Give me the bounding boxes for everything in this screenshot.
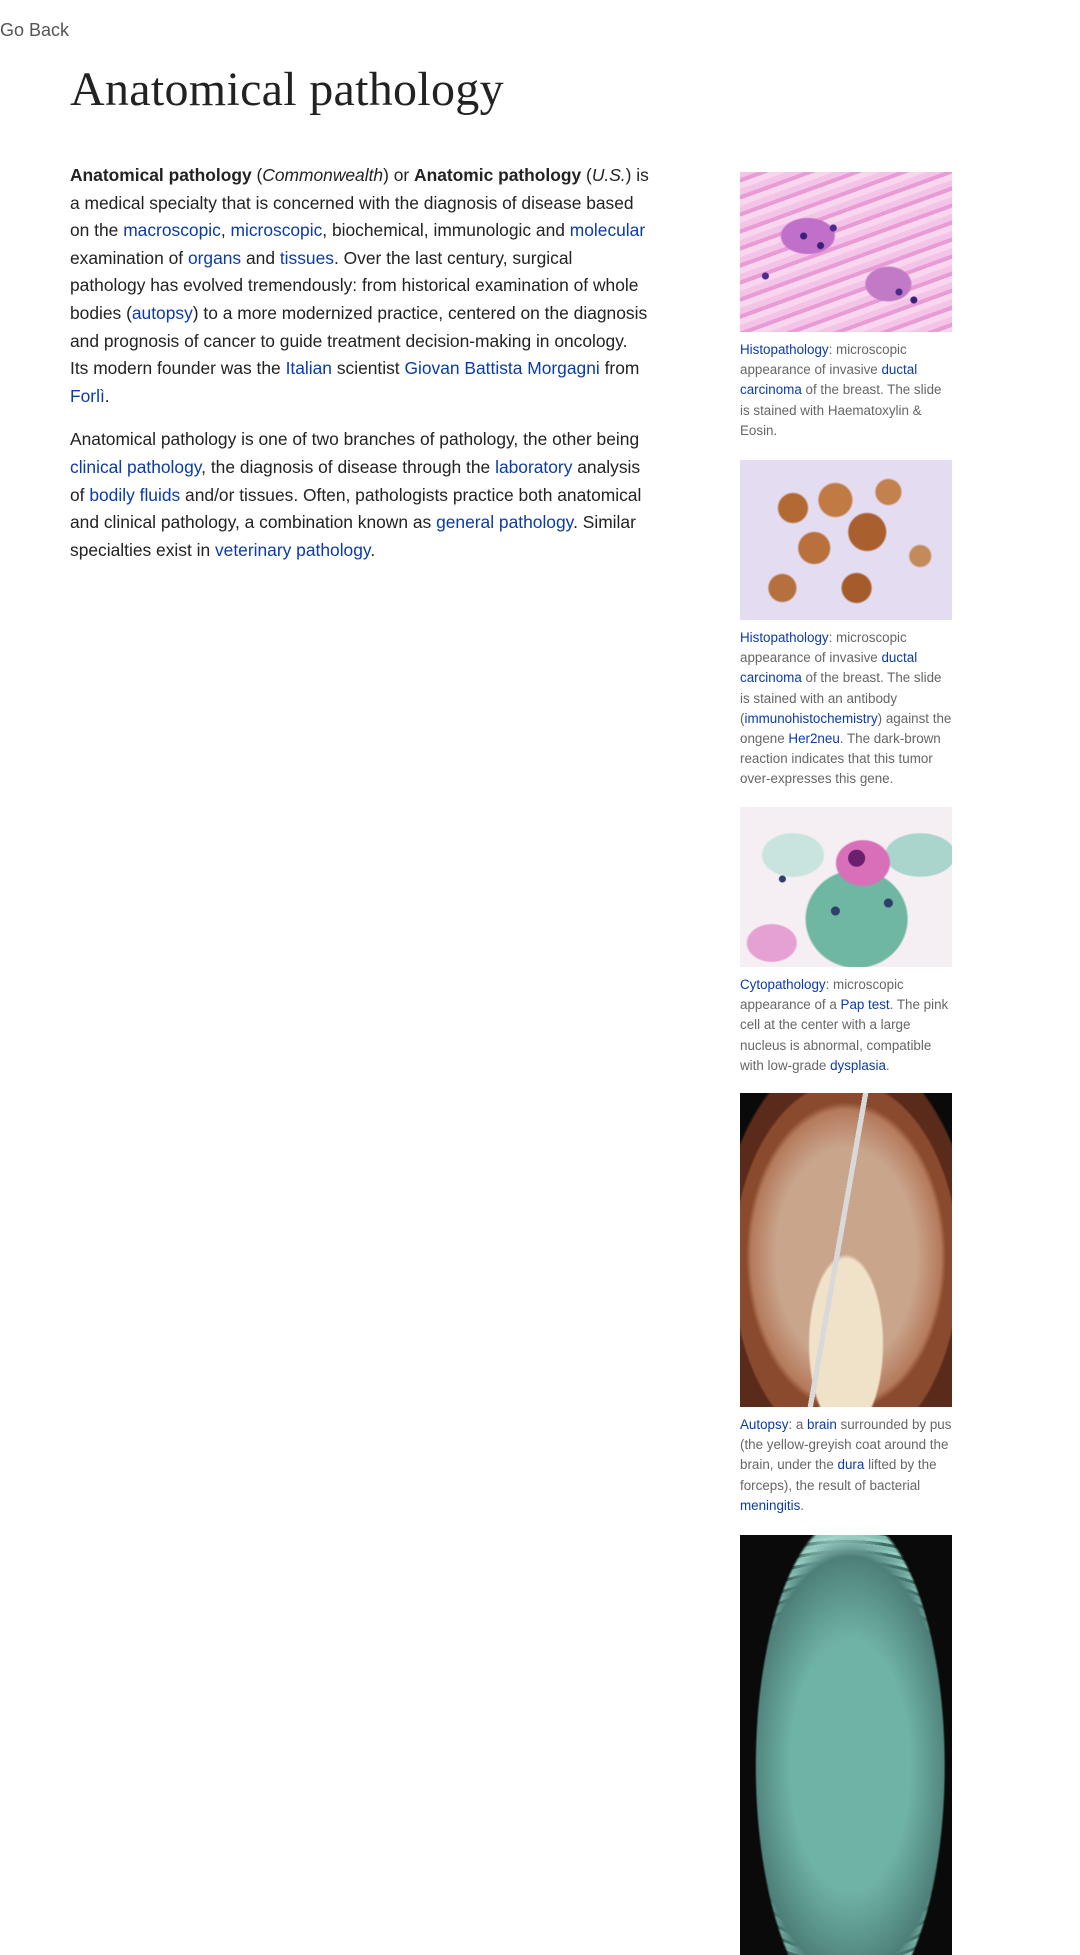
link-molecular[interactable]: molecular [569, 220, 646, 241]
figure-autopsy [740, 1093, 952, 1535]
link-tissues[interactable]: tissues [279, 247, 334, 268]
link-meningitis[interactable]: meningitis [740, 1497, 801, 1513]
ihc-histology-image[interactable] [740, 460, 952, 620]
link-morgagni[interactable]: Giovan Battista Morgagni [404, 358, 600, 379]
link-macroscopic[interactable]: macroscopic [123, 220, 221, 241]
text: from [599, 358, 640, 379]
figure-he [740, 172, 952, 460]
figure-caption [740, 340, 952, 441]
link-autopsy[interactable]: Autopsy [740, 1417, 789, 1432]
link-histopathology[interactable]: Histopathology [740, 342, 829, 357]
link-ductal-carcinoma[interactable]: ductal carcinoma [740, 650, 918, 686]
text: ( [251, 165, 263, 185]
figure-caption [740, 628, 952, 790]
link-organs[interactable]: organs [187, 247, 242, 268]
text: . [104, 385, 110, 406]
text: . The dark-brown reaction indicates that this tumor over-expresses this gene. [740, 731, 941, 787]
brain-autopsy-image[interactable] [740, 1093, 952, 1407]
text: : a [788, 1417, 807, 1432]
lung-specimen-image [740, 1535, 952, 1955]
figure-lung [740, 1535, 952, 1955]
text: examination of [70, 247, 188, 268]
figure-pap [740, 807, 952, 1093]
figure-caption [740, 1415, 952, 1516]
intro-paragraph [70, 162, 650, 410]
link-pap-test[interactable]: Pap test [840, 997, 890, 1013]
text: ) is a medical specialty that is concerned with the diagnosis of disease based on the [70, 165, 649, 241]
term-anatomical: Anatomical pathology [70, 165, 252, 185]
link-forli[interactable]: Forlì [70, 385, 105, 406]
text: and/or tissues. Often, pathologists practice both anatomical and clinical pathology, a combination known as [70, 484, 642, 533]
link-her2neu[interactable]: Her2neu [788, 731, 840, 747]
page-title: Anatomical pathology [70, 63, 504, 116]
text: : microscopic appearance of invasive [740, 630, 907, 666]
link-italian[interactable]: Italian [285, 358, 332, 379]
go-back-link[interactable]: Go Back [0, 20, 70, 40]
text: . [800, 1497, 805, 1513]
text: ) or [383, 165, 415, 185]
text: Anatomical pathology is one of two branches of pathology, the other being [70, 429, 640, 450]
text: ( [581, 165, 592, 185]
text: ) against the ongene [740, 710, 952, 747]
text: . [885, 1057, 890, 1073]
text: . The pink cell at the center with a large nucleus is abnormal, compatible with low-grade [740, 997, 949, 1073]
figure-sidebar [740, 172, 952, 1955]
text: lifted by the forceps), the result of bacterial [740, 1457, 937, 1493]
text: : microscopic appearance of invasive [740, 342, 907, 378]
link-ductal-carcinoma[interactable]: ductal carcinoma [740, 362, 918, 398]
term-commonwealth: Commonwealth [262, 165, 384, 185]
text: ) to a more modernized practice, centered on the diagnosis and prognosis of cancer to guide treatment decision-making in oncology. Its modern founder was the [70, 302, 648, 379]
text: : microscopic appearance of a [740, 977, 904, 1013]
text: of the breast. The slide is stained with an antibody ( [740, 670, 942, 726]
link-histopathology[interactable]: Histopathology [740, 630, 829, 645]
link-brain[interactable]: brain [807, 1417, 837, 1432]
link-autopsy[interactable]: autopsy [131, 302, 193, 323]
branches-paragraph [70, 426, 650, 564]
text: , [220, 220, 231, 241]
text: surrounded by pus (the yellow-greyish coat around the brain, under the [740, 1417, 952, 1473]
link-clinical-pathology[interactable]: clinical pathology [70, 456, 202, 477]
lung-image-frame[interactable] [740, 1535, 952, 1955]
link-cytopathology[interactable]: Cytopathology [740, 977, 826, 992]
text: of the breast. The slide is stained with Haematoxylin & Eosin. [740, 382, 942, 438]
text: and [241, 247, 280, 268]
text: scientist [331, 358, 405, 379]
figure-ihc [740, 460, 952, 807]
term-anatomic: Anatomic pathology [414, 165, 582, 185]
link-laboratory[interactable]: laboratory [495, 456, 573, 477]
link-dura[interactable]: dura [837, 1457, 865, 1473]
text: , biochemical, immunologic and [322, 220, 570, 241]
term-us: U.S. [591, 165, 626, 185]
article-body [70, 162, 650, 580]
text: . Similar specialties exist in [70, 512, 636, 560]
he-histology-image[interactable] [740, 172, 952, 332]
text: . Over the last century, surgical pathology has evolved tremendously: from historical examination of whole bodies ( [70, 247, 639, 323]
link-dysplasia[interactable]: dysplasia [830, 1057, 886, 1073]
link-veterinary-pathology[interactable]: veterinary pathology [214, 539, 371, 560]
text: . [370, 539, 376, 560]
pap-test-image[interactable] [740, 807, 952, 967]
text: , the diagnosis of disease through the [201, 456, 496, 477]
link-microscopic[interactable]: microscopic [230, 220, 323, 241]
figure-caption [740, 975, 952, 1076]
link-general-pathology[interactable]: general pathology [436, 512, 574, 533]
link-immunohistochemistry[interactable]: immunohistochemistry [744, 710, 878, 726]
text: analysis of [70, 456, 641, 505]
link-bodily-fluids[interactable]: bodily fluids [89, 484, 181, 505]
